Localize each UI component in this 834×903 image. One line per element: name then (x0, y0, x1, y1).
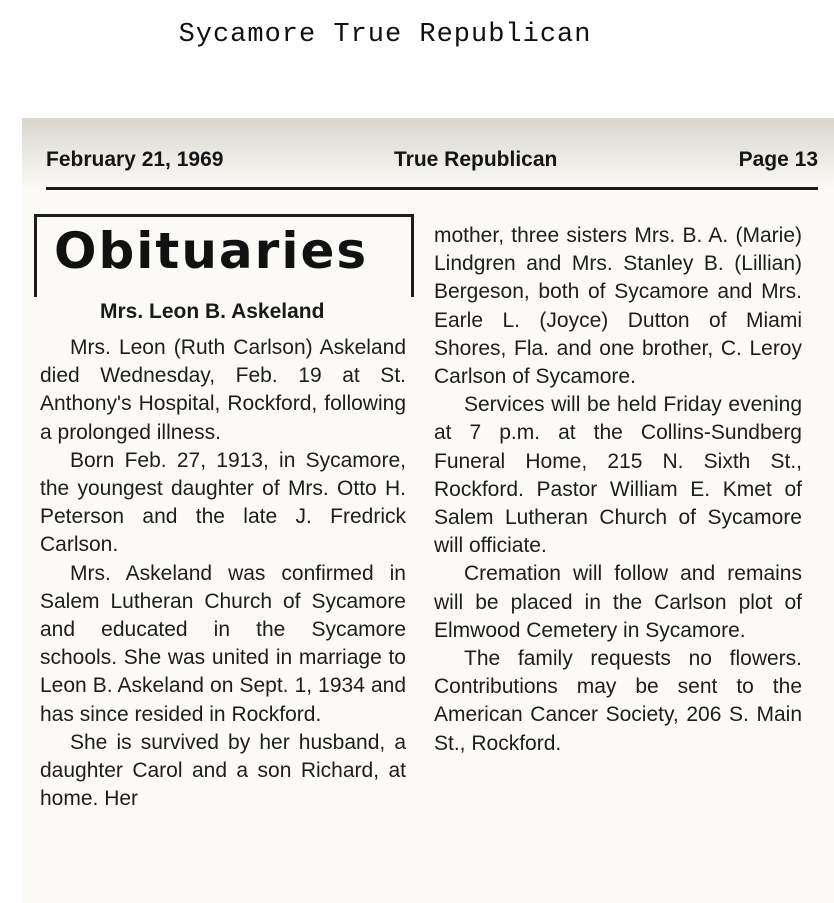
right-paragraph: mother, three sisters Mrs. B. A. (Marie) Lindgren and Mrs. Stanley B. (Lillian) Bergeson, both of Sycamore and Mrs. Earle L. (Joyce) Dutton of Miami Shores, Fla. and one brother, C. Leroy Carlson of Sycamore. (434, 224, 802, 389)
header-paper-name: True Republican (394, 148, 558, 171)
right-paragraph: Services will be held Friday evening at 7 p.m. at the Collins-Sundberg Funeral Home, 215 N. Sixth St., Rockford. Pastor William E. Kmet of Salem Lutheran Church of Sycamore will officiate. (434, 393, 802, 558)
header-date: February 21, 1969 (46, 148, 224, 171)
left-column (40, 334, 406, 813)
newspaper-clipping (22, 118, 834, 903)
header-page-number: Page 13 (738, 148, 818, 171)
left-paragraph: Mrs. Askeland was confirmed in Salem Lutheran Church of Sycamore and educated in the Sycamore schools. She was united in marriage to Leon B. Askeland on Sept. 1, 1934 and has since resided in Rockford. (40, 561, 406, 726)
right-paragraph: The family requests no flowers. Contributions may be sent to the American Cancer Society, 206 S. Main St., Rockford. (434, 647, 802, 755)
left-paragraph: Born Feb. 27, 1913, in Sycamore, the youngest daughter of Mrs. Otto H. Peterson and the late J. Fredrick Carlson. (40, 448, 406, 557)
left-paragraph: Mrs. Leon (Ruth Carlson) Askeland died Wednesday, Feb. 19 at St. Anthony's Hospital, Rockford, following a prolonged illness. (40, 336, 406, 444)
left-paragraph: She is survived by her husband, a daughter Carol and a son Richard, at home. Her (40, 730, 406, 811)
typed-title: Sycamore True Republican (178, 20, 592, 50)
obituary-subheading: Mrs. Leon B. Askeland (100, 300, 325, 323)
right-column (434, 222, 802, 758)
header-rule (46, 187, 818, 190)
section-heading: Obituaries (54, 222, 369, 280)
right-paragraph: Cremation will follow and remains will be placed in the Carlson plot of Elmwood Cemetery in Sycamore. (434, 562, 802, 642)
